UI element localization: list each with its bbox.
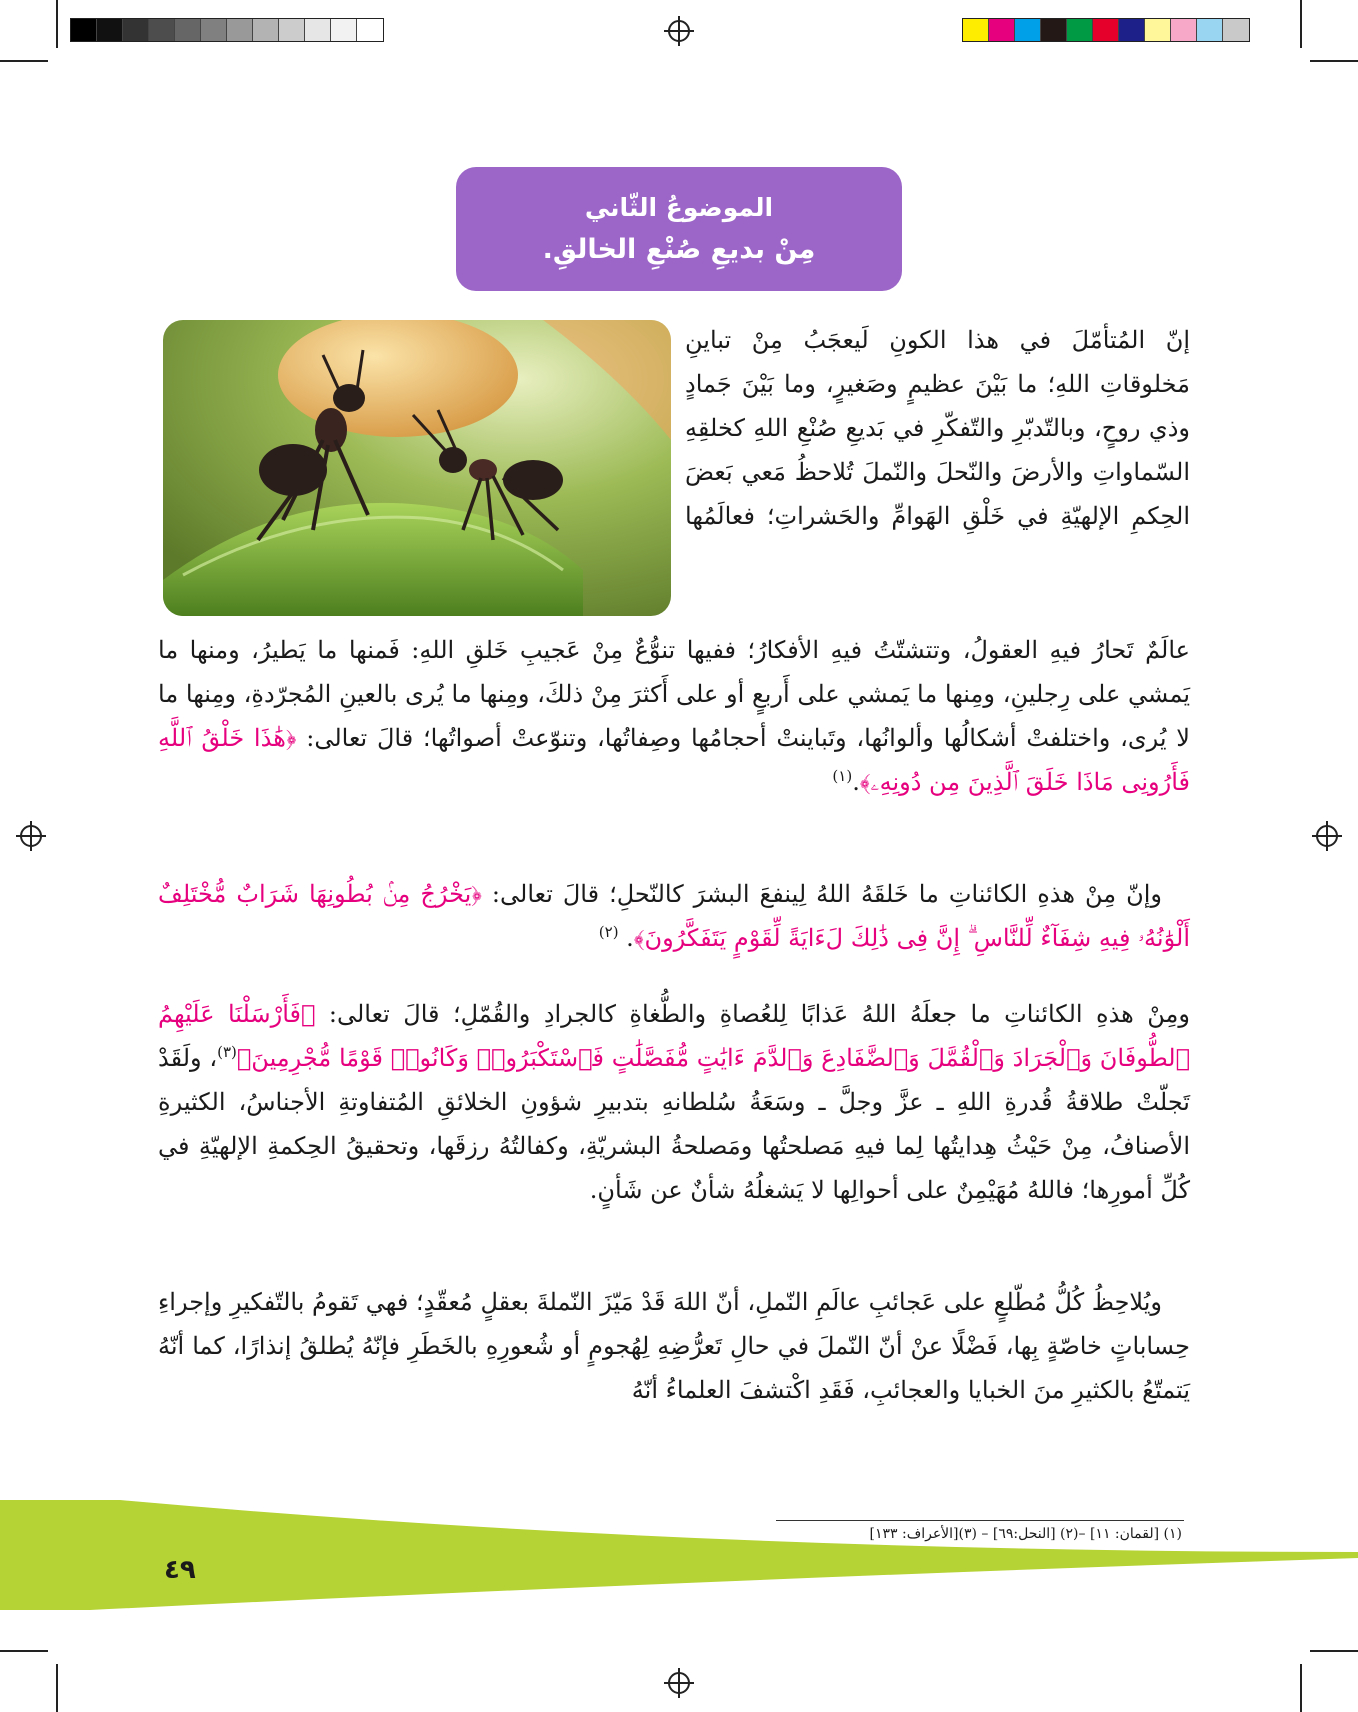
color-calibration-strip [962, 18, 1250, 42]
calibration-swatch [1015, 19, 1041, 41]
crop-mark [56, 0, 58, 48]
crop-mark [1310, 60, 1358, 62]
paragraph-text: ومِنْ هذهِ الكائناتِ ما جعلَهُ اللهُ عَذابًا لِلعُصاةِ والطُّغاةِ كالجرادِ والقُمّلِ؛ قالَ تعالى: [328, 1000, 1190, 1028]
paragraph-bees: وإنّ مِنْ هذهِ الكائناتِ ما خَلقَهُ اللهُ لِينفعَ البشرَ كالنّحلِ؛ قالَ تعالى: ﴿يَخْرُجُ مِنۢ بُطُونِهَا شَرَابٌ مُّخْتَلِفٌ أَلْوَٰنُهُۥ فِيهِ شِفَآءٌ لِّلنَّاسِ ۗ إِنَّ فِى ذَٰلِكَ لَءَايَةً لِّقَوْمٍ يَتَفَكَّرُونَ﴾. $^{(٢)}$ [158, 880, 1190, 952]
calibration-swatch [97, 19, 123, 41]
quran-verse: ﴿يَخْرُجُ مِنۢ بُطُونِهَا شَرَابٌ مُّخْتَلِفٌ أَلْوَٰنُهُۥ فِيهِ شِفَآءٌ لِّلنَّاسِ ۗ إِنَّ فِى ذَٰلِكَ لَءَايَةً لِّقَوْمٍ يَتَفَكَّرُونَ﴾ [158, 880, 1190, 952]
crosshair-icon [1316, 825, 1338, 847]
intro-paragraph: إنّ المُتأمّلَ في هذا الكونِ لَيعجَبُ مِنْ تباينِ مَخلوقاتِ اللهِ؛ ما بَيْنَ عظيمٍ وصَغيرٍ، وما بَيْنَ جَمادٍ وذي روحٍ، وبالتّدبّرِ والتّفكّرِ في بَديعِ صُنْعِ اللهِ كخلقِهِ السّماواتِ والأرضَ والنّحلَ والنّملَ تُلاحظُ مَعي بَعضَ الحِكمِ الإلهيّةِ في خَلْقِ الهَوامِّ والحَشراتِ؛ فعالَمُها [685, 326, 1190, 530]
calibration-swatch [305, 19, 331, 41]
calibration-swatch [175, 19, 201, 41]
crop-mark [56, 1664, 58, 1712]
calibration-swatch [149, 19, 175, 41]
footnote-divider [776, 1520, 1184, 1521]
crop-mark [0, 1650, 48, 1652]
crop-mark [1310, 1650, 1358, 1652]
calibration-swatch [279, 19, 305, 41]
calibration-swatch [1093, 19, 1119, 41]
calibration-swatch [1171, 19, 1197, 41]
ants-photo [163, 320, 671, 616]
footnote-ref: (١) [832, 767, 853, 785]
calibration-swatch [123, 19, 149, 41]
calibration-swatch [357, 19, 383, 41]
crosshair-icon [668, 20, 690, 42]
crop-mark [1300, 0, 1302, 48]
footnote-ref: (٣) [217, 1043, 237, 1061]
crop-mark [0, 60, 48, 62]
lesson-title: مِنْ بديعِ صُنْعِ الخالقِ. [542, 234, 816, 265]
crosshair-icon [20, 825, 42, 847]
page-number: ٤٩ [164, 1555, 196, 1585]
paragraph-text: وإنّ مِنْ هذهِ الكائناتِ ما خَلقَهُ اللهُ لِينفعَ البشرَ كالنّحلِ؛ قالَ تعالى: [491, 880, 1163, 908]
calibration-swatch [71, 19, 97, 41]
calibration-swatch [253, 19, 279, 41]
intro-paragraph-continuation: عالَمٌ تَحارُ فيهِ العقولُ، وتتشتّتُ فيهِ الأفكارُ؛ ففيها تنوُّعٌ مِنْ عَجيبِ خَلقِ اللهِ: فَمنها ما يَطيرُ، ومنها ما يَمشي على رِجلينِ، ومِنها ما يَمشي على أَربعٍ أو على أَكثرَ مِنْ ذلكَ، ومِنها ما يُرى بالعينِ المُجرّدةِ، ومِنها ما لا يُرى، واختلفتْ أشكالُها وألوانُها، وتَباينتْ أحجامُها وصِفاتُها، وتنوّعتْ أصواتُها؛ قالَ تعالى: ﴿هَٰذَا خَلْقُ ٱللَّهِ فَأَرُونِى مَاذَا خَلَقَ ٱلَّذِينَ مِن دُونِهِۦ﴾.$^{(١)}$ [158, 636, 1190, 796]
crop-mark [1300, 1664, 1302, 1712]
grayscale-calibration-strip [70, 18, 384, 42]
lesson-number: الموضوعُ الثّاني [584, 193, 774, 222]
calibration-swatch [1067, 19, 1093, 41]
footnote-ref: (٢) [598, 923, 619, 941]
calibration-swatch [1119, 19, 1145, 41]
paragraph-text: ويُلاحِظُ كُلُّ مُطّلعٍ على عَجائبِ عالَمِ النّملِ، أنّ اللهَ قَدْ مَيّزَ النّملةَ بعقلٍ مُعقّدٍ؛ فهي تَقومُ بالتّفكيرِ وإجراءِ حِساباتٍ خاصّةٍ بِها، فَضْلًا عنْ أنّ النّملَ في حالِ تَعرُّضِهِ لِهُجومٍ أو شُعورِهِ بالخَطَرِ فإنّهُ يُطلقُ إنذارًا، كما أنّهُ يَتمتّعُ بالكثيرِ منَ الخبايا والعجائبِ، فَقَدِ اكْتشفَ العلماءُ أنّهُ [158, 1288, 1190, 1404]
paragraph-locusts [158, 992, 1190, 1212]
calibration-swatch [1145, 19, 1171, 41]
calibration-swatch [1041, 19, 1067, 41]
quran-verse: ﴿فَأَرْسَلْنَا عَلَيْهِمُ ٱلطُّوفَانَ وَٱلْجَرَادَ وَٱلْقُمَّلَ وَٱلضَّفَادِعَ وَٱلدَّمَ ءَايَٰتٍ مُّفَصَّلَٰتٍ فَٱسْتَكْبَرُوا۟ وَكَانُوا۟ قَوْمًا مُّجْرِمِينَ﴾ [158, 1000, 1191, 1072]
calibration-swatch [331, 19, 357, 41]
paragraph-text: عالَمٌ تَحارُ فيهِ العقولُ، وتتشتّتُ فيهِ الأفكارُ؛ ففيها تنوُّعٌ مِنْ عَجيبِ خَلقِ اللهِ: فَمنها ما يَطيرُ، ومنها ما يَمشي على رِجلينِ، ومِنها ما يَمشي على أَربعٍ أو على أَكثرَ مِنْ ذلكَ، ومِنها ما يُرى بالعينِ المُجرّدةِ، ومِنها ما لا يُرى، واختلفتْ أشكالُها وألوانُها، وتَباينتْ أحجامُها وصِفاتُها، وتنوّعتْ أصواتُها؛ قالَ تعالى: [158, 636, 1190, 752]
footer-band [0, 1500, 1358, 1610]
calibration-swatch [1197, 19, 1223, 41]
calibration-swatch [1223, 19, 1249, 41]
quran-verse: ﴿هَٰذَا خَلْقُ ٱللَّهِ فَأَرُونِى مَاذَا خَلَقَ ٱلَّذِينَ مِن دُونِهِۦ﴾ [158, 724, 1190, 796]
calibration-swatch [963, 19, 989, 41]
paragraph-ants [158, 1280, 1190, 1412]
calibration-swatch [201, 19, 227, 41]
footnotes: (١) [لقمان: ١١] –(٢) [النحل:٦٩] – (٣)[الأعراف: ١٣٣] [869, 1526, 1182, 1542]
ants-photo-icon [163, 320, 671, 616]
paragraph-text: ، ولَقَدْ تَجلّتْ طلاقةُ قُدرةِ اللهِ ـ عزَّ وجلَّ ـ وسَعَةُ سُلطانهِ بتدبيرِ شؤونِ الخلائقِ المُتفاوتةِ الأجناسُ، الكثيرةِ الأصنافُ، مِنْ حَيْثُ هِدايتُها لِما فيهِ مَصلحتُها ومَصلحةُ البشريّةِ، وكفالتُهُ رزقَها، وتحقيقُ الحِكمةِ الإلهيّةِ في كُلِّ أمورِها؛ فاللهُ مُهَيْمِنٌ على أحوالِها لا يَشغلُهُ شأنٌ عن شَأنٍ. [158, 1044, 1190, 1204]
crosshair-icon [668, 1672, 690, 1694]
calibration-swatch [227, 19, 253, 41]
calibration-swatch [989, 19, 1015, 41]
lesson-title-box [456, 167, 902, 291]
